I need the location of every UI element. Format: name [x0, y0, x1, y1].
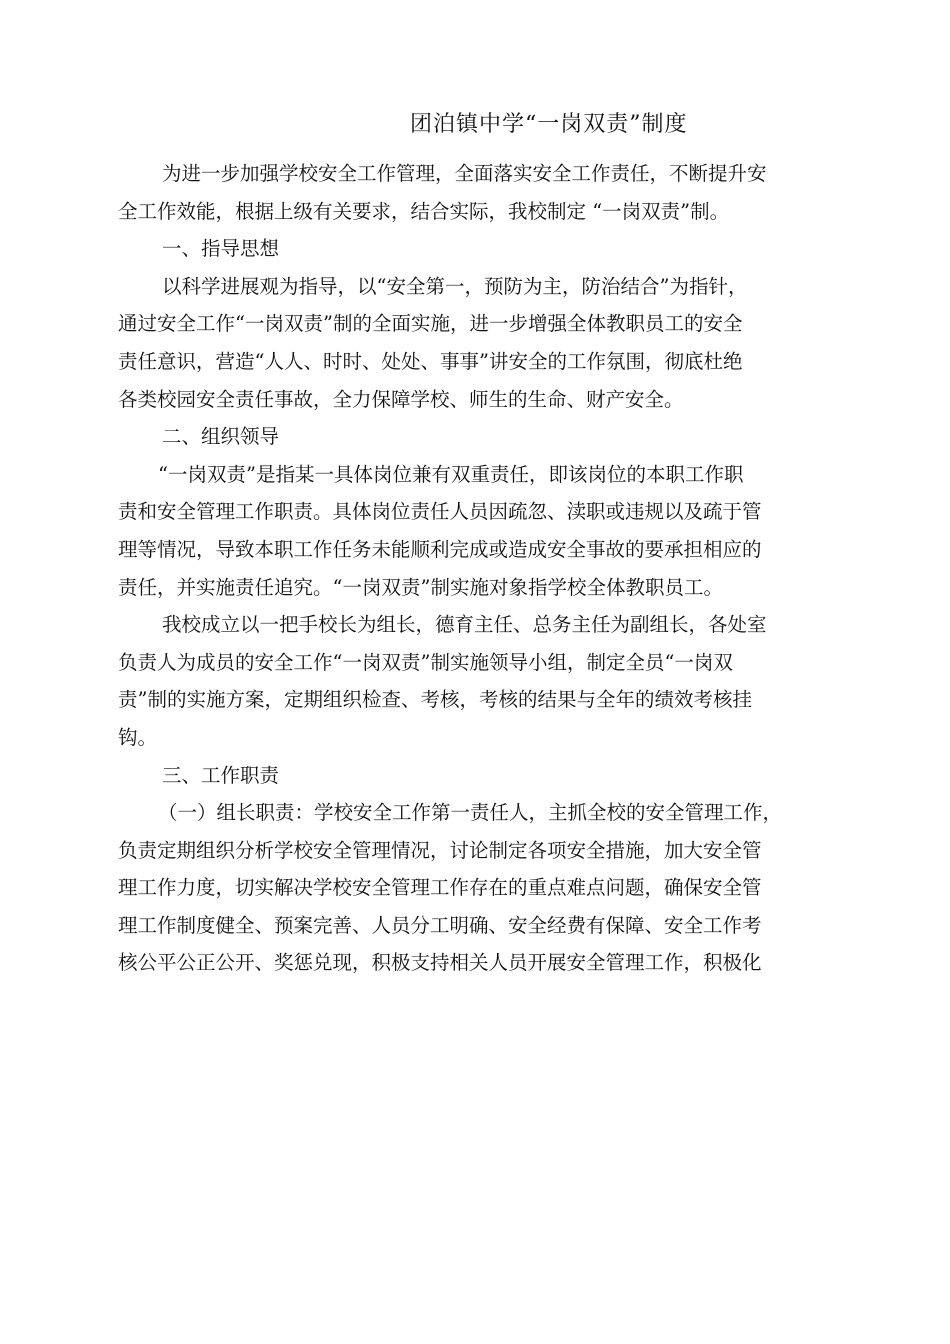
paragraph-line: 责和安全管理工作职责。具体岗位责任人员因疏忽、渎职或违规以及疏于管 — [118, 500, 762, 524]
paragraph-line: 全工作效能，根据上级有关要求，结合实际，我校制定 “一岗双责”制。 — [118, 199, 730, 223]
paragraph-line: 责任，并实施责任追究。“一岗双责”制实施对象指学校全体教职员工。 — [118, 575, 723, 599]
paragraph-line: “一岗双责”是指某一具体岗位兼有双重责任，即该岗位的本职工作职 — [158, 462, 744, 486]
paragraph-line: 以科学进展观为指导，以“安全第一，预防为主，防治结合”为指针， — [162, 274, 748, 298]
paragraph-line: 各类校园安全责任事故，全力保障学校、师生的生命、财产安全。 — [118, 387, 684, 411]
paragraph-line: 负责定期组织分析学校安全管理情况，讨论制定各项安全措施，加大安全管 — [118, 838, 762, 862]
paragraph-line: 理工作力度，切实解决学校安全管理工作存在的重点难点问题，确保安全管 — [118, 876, 762, 900]
paragraph-line: 理工作制度健全、预案完善、人员分工明确、安全经费有保障、安全工作考 — [118, 913, 762, 937]
paragraph-line: 理等情况，导致本职工作任务未能顺利完成或造成安全事故的要承担相应的 — [118, 537, 762, 561]
paragraph-line: 钩。 — [118, 725, 158, 749]
paragraph-line: 负责人为成员的安全工作“一岗双责”制实施领导小组，制定全员“一岗双 — [118, 650, 733, 674]
paragraph-line: （一）组长职责：学校安全工作第一责任人，主抓全校的安全管理工作， — [158, 801, 783, 825]
section-heading: 一、指导思想 — [162, 237, 280, 261]
section-heading: 三、工作职责 — [162, 763, 280, 787]
paragraph-line: 通过安全工作“一岗双责”制的全面实施，进一步增强全体教职员工的安全 — [118, 312, 743, 336]
paragraph-line: 责任意识，营造“人人、时时、处处、事事”讲安全的工作氛围，彻底杜绝 — [118, 349, 743, 373]
section-heading: 二、组织领导 — [162, 425, 280, 449]
paragraph-line: 核公平公正公开、奖惩兑现，积极支持相关人员开展安全管理工作，积极化 — [118, 951, 762, 975]
paragraph-line: 责”制的实施方案，定期组织检查、考核，考核的结果与全年的绩效考核挂 — [118, 688, 752, 712]
document-body — [118, 155, 858, 982]
paragraph-line: 我校成立以一把手校长为组长，德育主任、总务主任为副组长，各处室 — [162, 613, 767, 637]
document-title: 团泊镇中学“一岗双责”制度 — [410, 112, 688, 137]
paragraph-line: 为进一步加强学校安全工作管理，全面落实安全工作责任，不断提升安 — [162, 162, 767, 185]
